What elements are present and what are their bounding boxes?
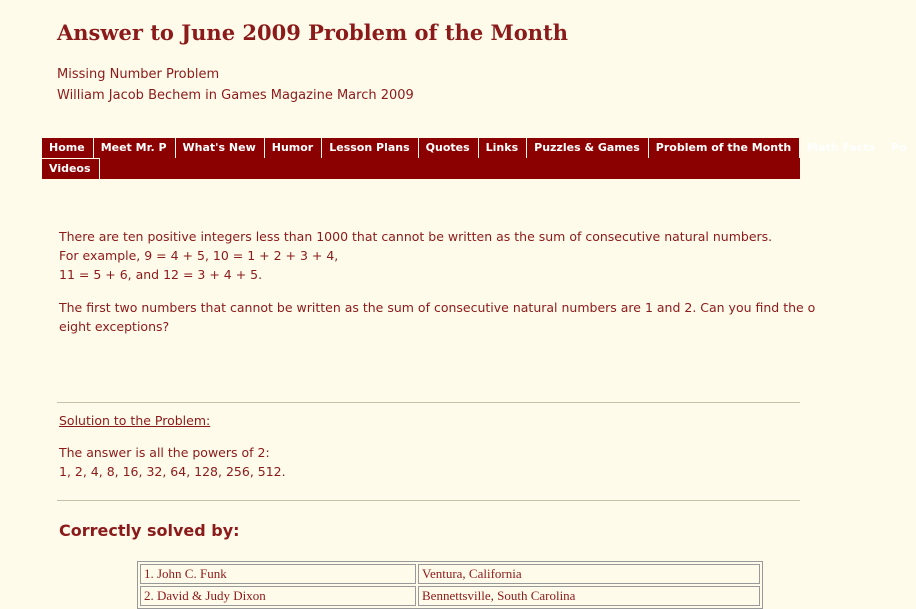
section-divider [57,402,800,403]
solver-name: 2. David & Judy Dixon [140,586,416,606]
solution-answer-values: 1, 2, 4, 8, 16, 32, 64, 128, 256, 512. [59,464,286,479]
nav-link-links[interactable]: Links [479,138,527,158]
nav-link-meet-mr-p[interactable]: Meet Mr. P [94,138,176,158]
solution-answer-line: The answer is all the powers of 2: [59,445,270,460]
nav-link-truncated[interactable]: Po [884,138,916,158]
problem-question-line: The first two numbers that cannot be written as the sum of consecutive natural numbers are 1 and 2. Can you find the o [59,300,816,315]
section-divider [57,500,800,501]
solver-location: Ventura, California [418,564,760,584]
problem-example-line: 11 = 5 + 6, and 12 = 3 + 4 + 5. [59,267,263,282]
nav-row-2 [42,158,100,179]
nav-link-videos[interactable]: Videos [42,159,100,179]
solvers-table [137,561,763,609]
problem-subtitle: Missing Number Problem [57,67,220,82]
solver-location: Bennettsville, South Carolina [418,586,760,606]
main-navigation [42,138,907,179]
nav-link-problem-of-the-month[interactable]: Problem of the Month [649,138,800,158]
table-row [140,564,760,584]
solution-heading: Solution to the Problem: [59,413,211,428]
nav-link-lesson-plans[interactable]: Lesson Plans [322,138,418,158]
nav-row-1 [42,138,916,158]
nav-link-whats-new[interactable]: What's New [176,138,265,158]
page-title: Answer to June 2009 Problem of the Month [57,20,569,45]
problem-example-line: For example, 9 = 4 + 5, 10 = 1 + 2 + 3 + 4, [59,248,339,263]
problem-source: William Jacob Bechem in Games Magazine March 2009 [57,88,414,103]
problem-statement-line: There are ten positive integers less than 1000 that cannot be written as the sum of consecutive natural numbers. [59,229,773,244]
table-row [140,586,760,606]
nav-link-quotes[interactable]: Quotes [419,138,479,158]
solved-by-heading: Correctly solved by: [59,521,240,540]
nav-link-home[interactable]: Home [42,138,94,158]
nav-link-math-facts[interactable]: Math Facts [800,138,884,158]
problem-question-line: eight exceptions? [59,319,170,334]
nav-link-puzzles-games[interactable]: Puzzles & Games [527,138,649,158]
solver-name: 1. John C. Funk [140,564,416,584]
nav-link-humor[interactable]: Humor [265,138,322,158]
